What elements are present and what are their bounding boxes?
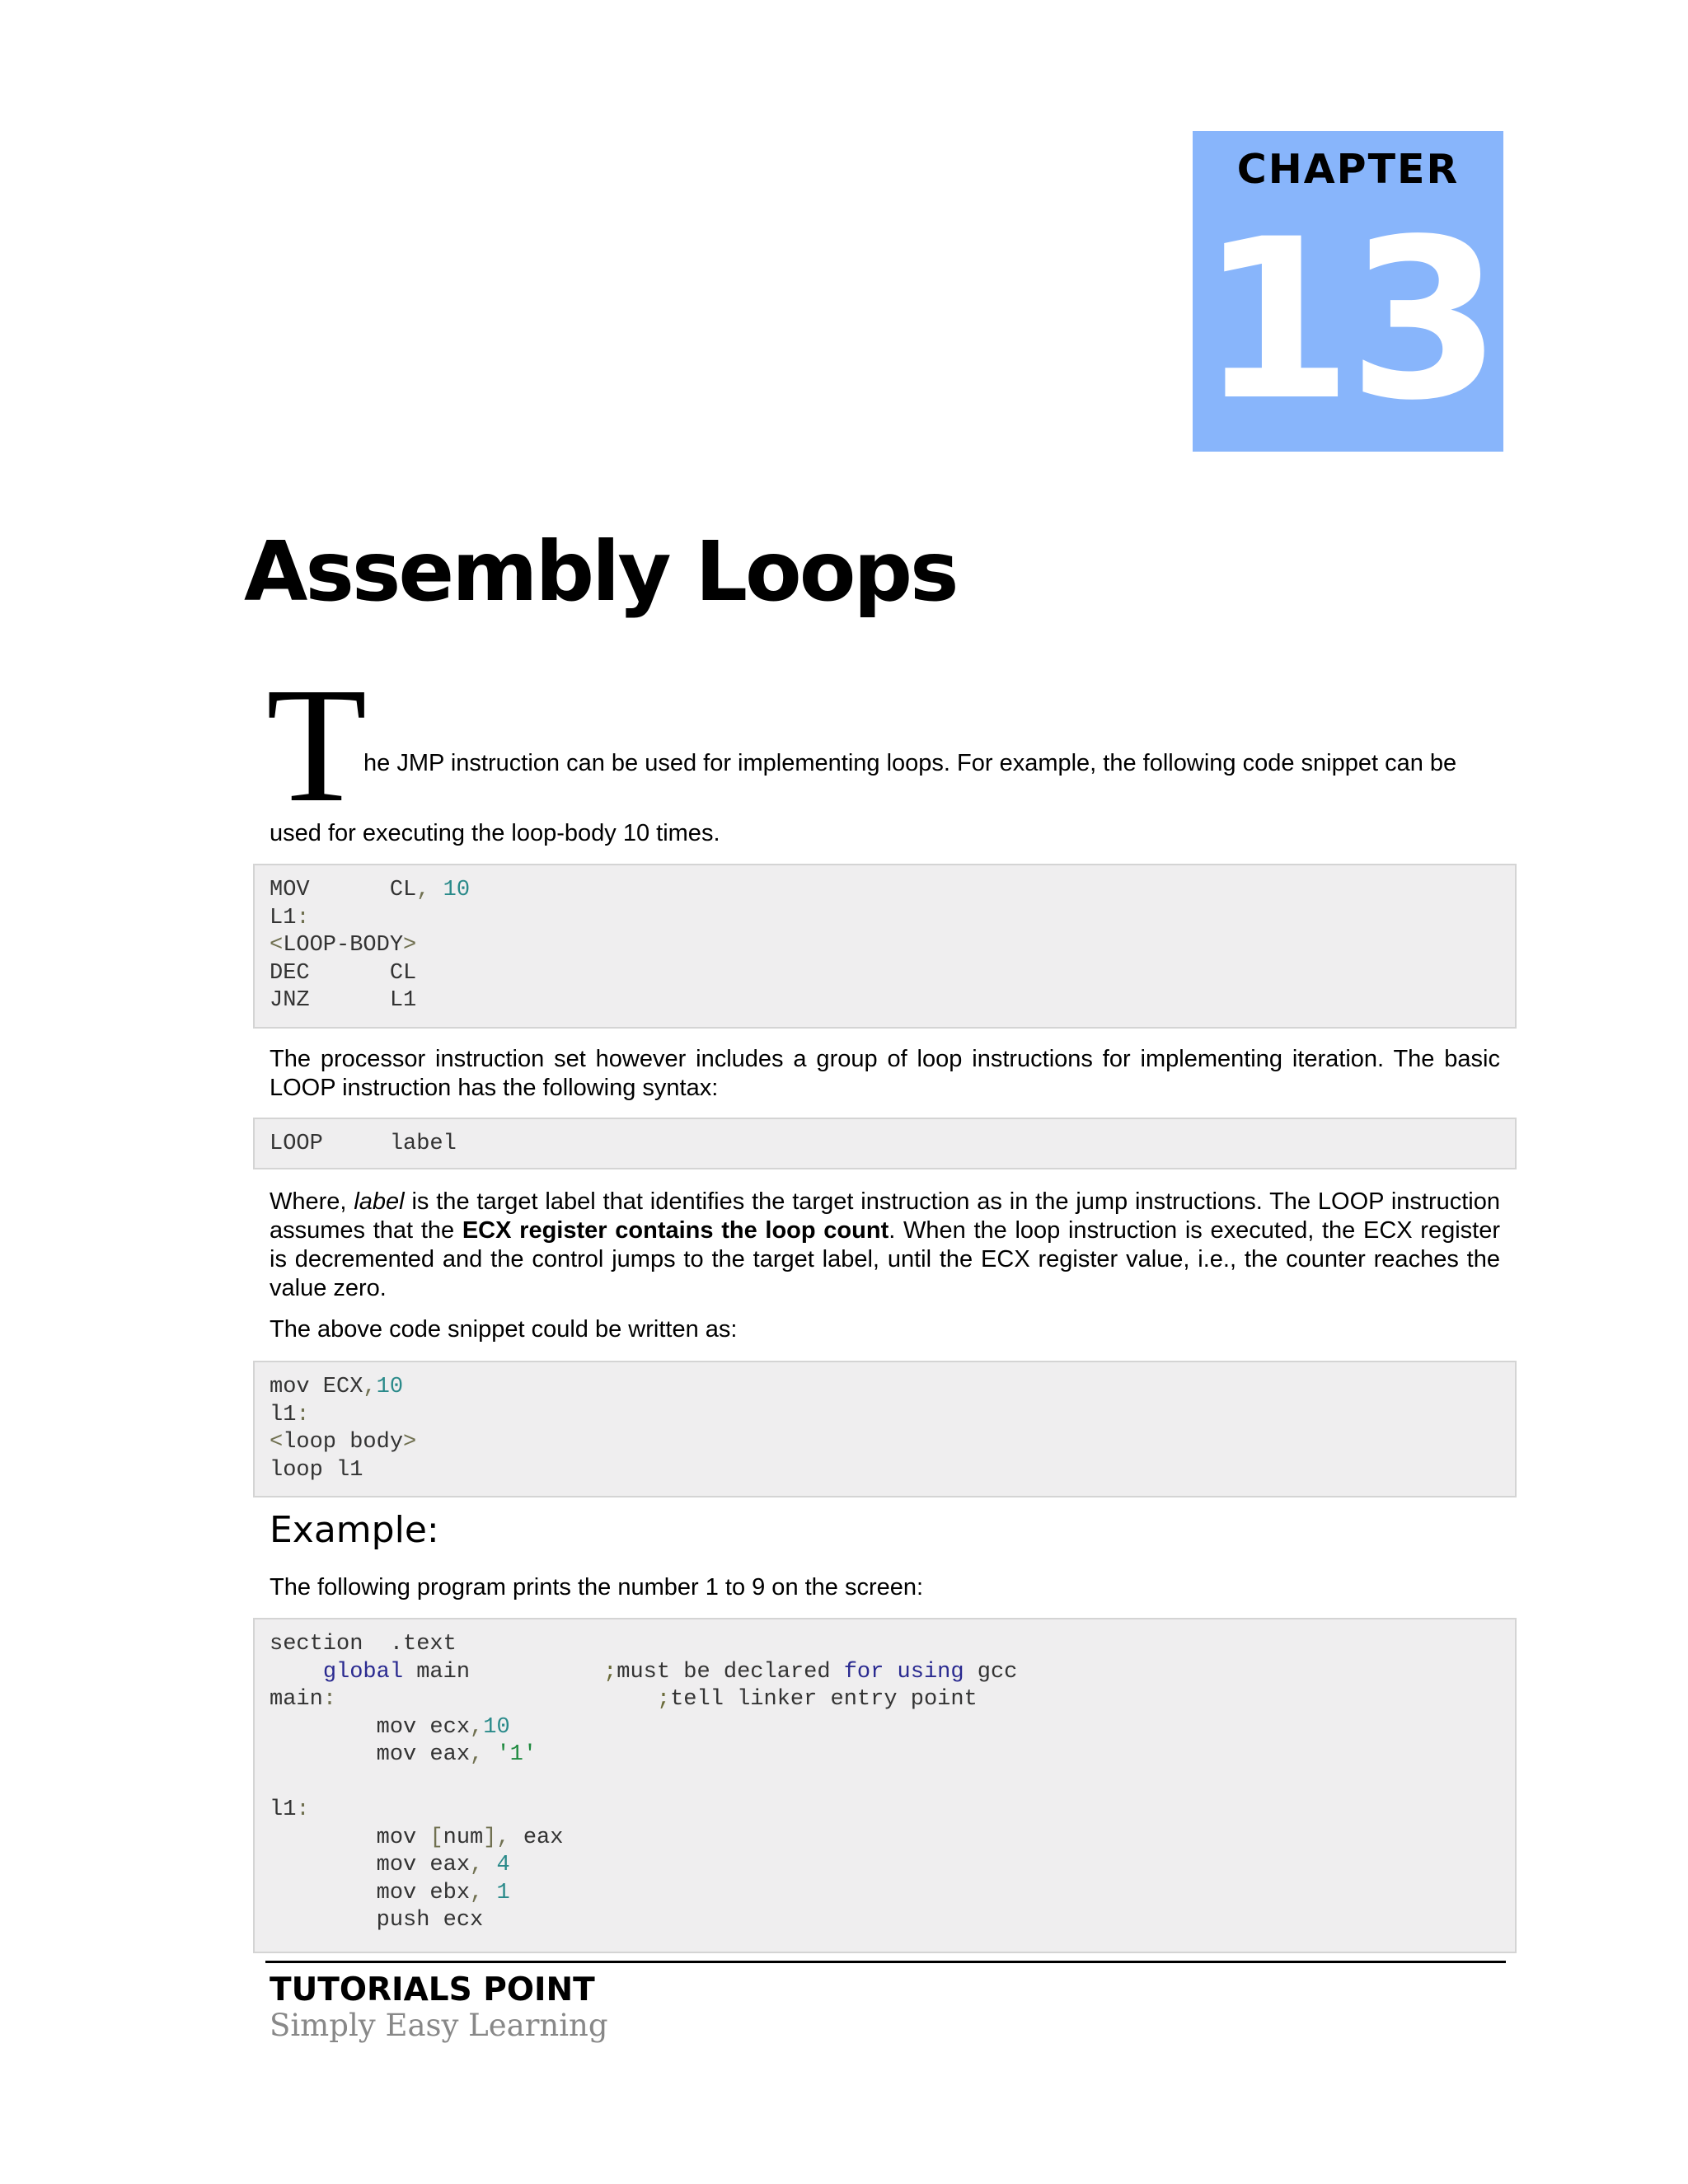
drop-cap: T [266, 654, 368, 837]
intro-line-2: used for executing the loop-body 10 times. [270, 820, 720, 846]
code-block-loop-instruction: mov ECX,10 l1: <loop body> loop l1 [253, 1361, 1517, 1497]
chapter-badge [1193, 131, 1503, 452]
code-block-example-program: section .text global main ;must be declared for using gcc main: ;tell linker entry point mov ecx,10 mov eax, '1' l1: mov [num], eax mov eax, 4 mov ebx, 1 push ecx [253, 1618, 1517, 1953]
paragraph-processor: The processor instruction set however includes a group of loop instructions for implementing iteration. The basic LOOP instruction has the following syntax: [270, 1046, 1500, 1101]
page-title: Assembly Loops [244, 523, 957, 620]
footer-tagline: Simply Easy Learning [270, 2008, 608, 2043]
paragraph-where: Where, label is the target label that identifies the target instruction as in the jump instructions. The LOOP instruction assumes that the ECX register contains the loop count. When the loop instruction is executed, the ECX register is decremented and the control jumps to the target label, until the ECX register value, i.e., the counter reaches the value zero. [270, 1188, 1501, 1301]
footer-divider [265, 1961, 1506, 1963]
paragraph-example: The following program prints the number 1 to 9 on the screen: [270, 1574, 924, 1601]
code-block-loop-syntax: LOOP label [253, 1118, 1517, 1169]
paragraph-above: The above code snippet could be written as: [270, 1316, 738, 1343]
chapter-label: CHAPTER [1236, 146, 1460, 193]
footer-brand: TUTORIALS POINT [270, 1971, 595, 2008]
chapter-number: 13 [1199, 192, 1497, 449]
example-heading: Example: [270, 1509, 439, 1551]
intro-line-1: he JMP instruction can be used for implementing loops. For example, the following code snippet can be [363, 750, 1457, 776]
code-block-jmp-loop: MOV CL, 10 L1: <LOOP-BODY> DEC CL JNZ L1 [253, 864, 1517, 1029]
